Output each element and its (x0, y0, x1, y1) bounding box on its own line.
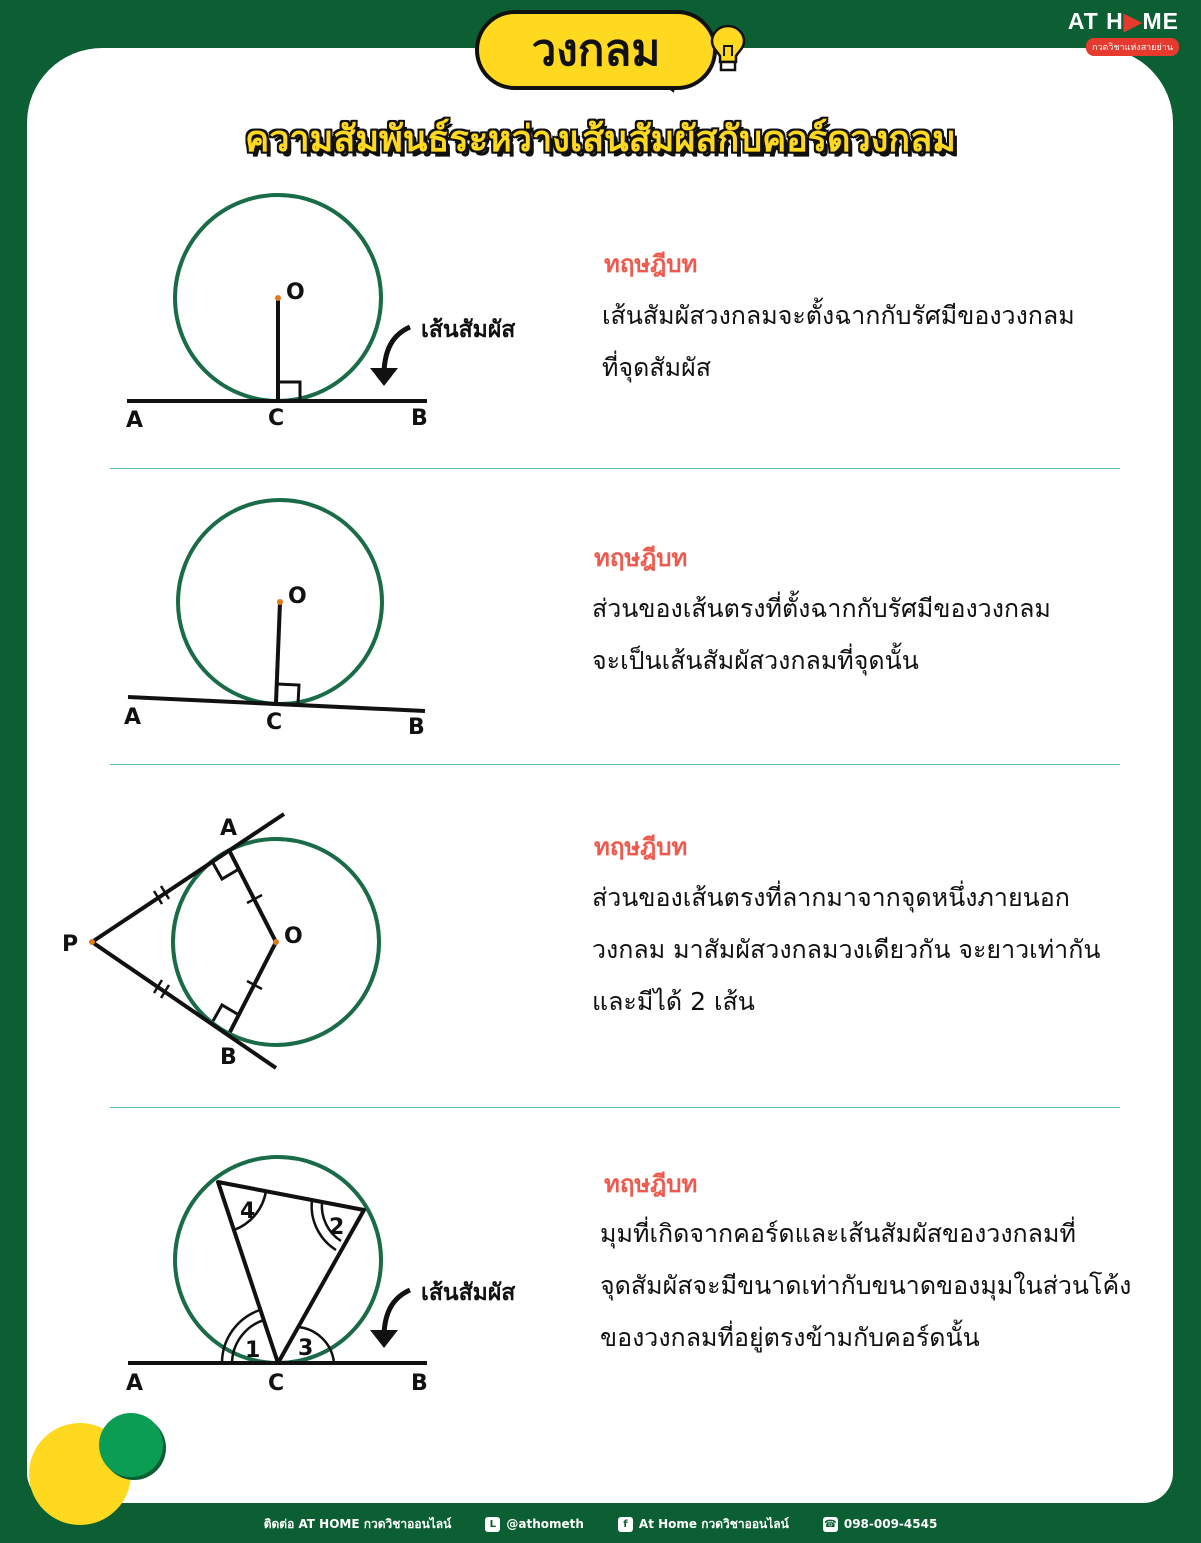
footer-facebook[interactable]: f At Home กวดวิชาออนไลน์ (618, 1515, 789, 1534)
footer-phone[interactable]: ☎ 098-009-4545 (824, 1517, 938, 1531)
page-subtitle: ความสัมพันธ์ระหว่างเส้นสัมผัสกับคอร์ดวงกลม (245, 119, 956, 160)
theorem-text-3: ส่วนของเส้นตรงที่ลากมาจากจุดหนึ่งภายนอก วงกลม มาสัมผัสวงกลมวงเดียวกัน จะยาวเท่ากัน และมีได้ 2 เส้น (592, 883, 1101, 1016)
facebook-icon: f (618, 1517, 633, 1532)
label-c: C (268, 1371, 285, 1396)
label-a: A (220, 816, 238, 841)
label-a: A (124, 705, 142, 730)
label-c: C (266, 710, 283, 735)
decor-green-circle (99, 1413, 163, 1477)
theorem-label-4: ทฤษฎีบท (604, 1170, 698, 1198)
arrow-icon (384, 1290, 410, 1334)
page-title: วงกลม (531, 25, 661, 76)
logo-play-icon: ▶ (1123, 8, 1143, 34)
theorem-label-3: ทฤษฎีบท (594, 833, 688, 861)
label-p: P (62, 932, 79, 957)
theorem-text-2: ส่วนของเส้นตรงที่ตั้งฉากกับรัศมีของวงกลม จะเป็นเส้นสัมผัสวงกลมที่จุดนั้น (592, 594, 1051, 675)
label-c: C (268, 406, 285, 431)
line-icon: L (485, 1517, 500, 1532)
label-a: A (126, 1371, 144, 1396)
logo-tagline: กวดวิชาแห่งสายย่าน (1086, 38, 1179, 56)
tangent-label: เส้นสัมผัส (421, 317, 516, 343)
angle-label-1: 1 (245, 1338, 261, 1363)
theorem-label-2: ทฤษฎีบท (594, 544, 688, 572)
label-b: B (411, 1371, 428, 1396)
angle-label-4: 4 (240, 1199, 256, 1224)
footer-line[interactable]: L @athometh (485, 1517, 584, 1532)
theorem-label-1: ทฤษฎีบท (604, 250, 698, 278)
footer (0, 1513, 1201, 1535)
label-o: O (284, 924, 303, 949)
label-b: B (408, 715, 425, 740)
tangent-label: เส้นสัมผัส (421, 1280, 516, 1306)
label-b: B (411, 406, 428, 431)
label-o: O (288, 584, 307, 609)
footer-contact: ติดต่อ AT HOME กวดวิชาออนไลน์ (263, 1516, 452, 1531)
label-o: O (286, 280, 305, 305)
circle (175, 1157, 381, 1363)
theorem-text-1: เส้นสัมผัสวงกลมจะตั้งฉากกับรัศมีของวงกลม ที่จุดสัมผัส (602, 301, 1075, 382)
label-a: A (126, 408, 144, 433)
angle-label-3: 3 (298, 1336, 314, 1361)
logo-text-start: AT H (1067, 8, 1124, 34)
label-b: B (220, 1045, 237, 1070)
angle-label-2: 2 (329, 1215, 345, 1240)
phone-icon: ☎ (824, 1518, 837, 1530)
logo-text-end: ME (1142, 8, 1179, 34)
arrow-head-icon (370, 1330, 398, 1348)
theorem-text-4: มุมที่เกิดจากคอร์ดและเส้นสัมผัสของวงกลมที่ จุดสัมผัสจะมีขนาดเท่ากับขนาดของมุมในส่วนโค้ง ของวงกลมที่อยู่ตรงข้ามกับคอร์ดนั้น (600, 1219, 1132, 1352)
